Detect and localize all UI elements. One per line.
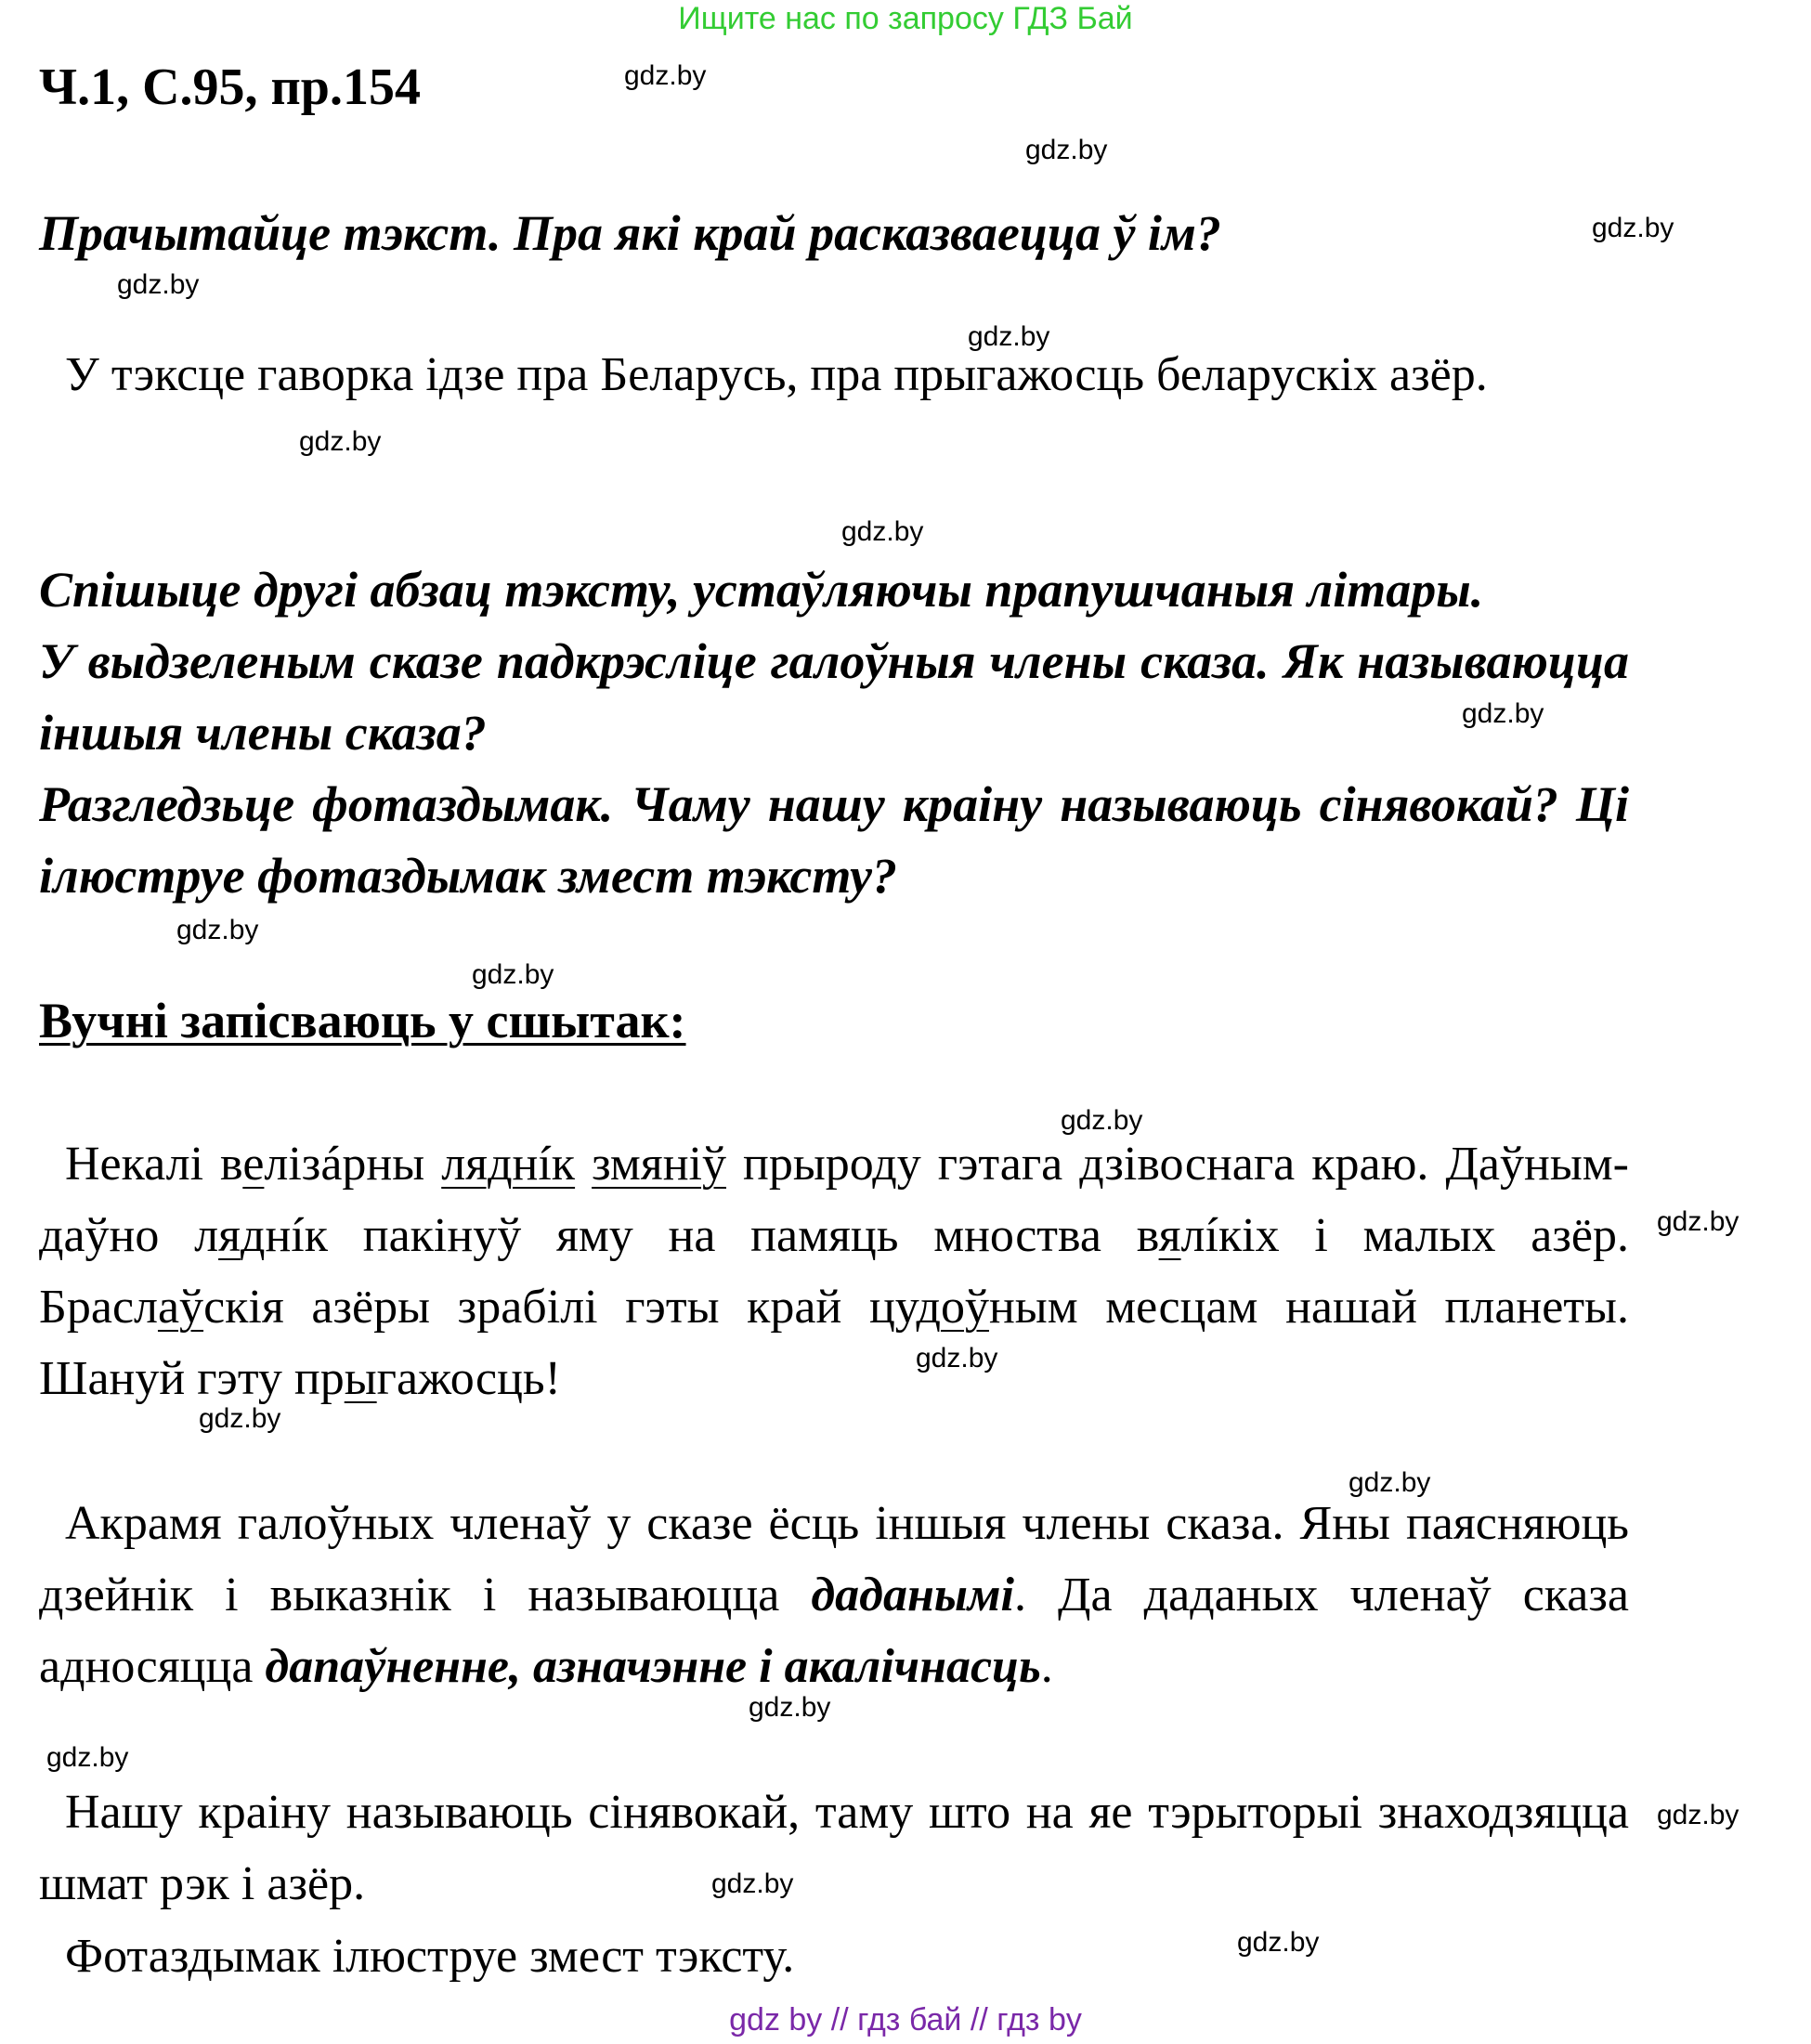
inserted-letter: я [1158,1209,1181,1262]
watermark: gdz.by [841,516,924,547]
watermark: gdz.by [1025,135,1108,165]
text-segment: скія азёры зрабілі гэты край цуд [203,1281,941,1334]
task-2-line-2: У выдзеленым сказе падкрэсліце галоўныя члены сказа. Як называюцца іншыя члены сказа? [39,633,1629,761]
watermark: gdz.by [117,269,200,300]
text-segment: лізáрны [264,1138,442,1191]
inserted-letter: е [242,1138,265,1191]
watermark: gdz.by [199,1403,281,1434]
watermark: gdz.by [472,959,554,990]
watermark: gdz.by [1237,1927,1320,1958]
watermark: gdz.by [46,1742,129,1773]
copied-paragraph [39,1128,1629,1414]
text-segment [575,1138,592,1191]
watermark: gdz.by [624,60,707,91]
notebook-heading: Вучні запісваюць у сшытак: [39,993,686,1048]
text-segment: днíк пакінуў яму на памяць мноства в [241,1209,1159,1262]
page-title: Ч.1, С.95, пр.154 [39,59,421,116]
answer-3: Нашу краіну называюць сінявокай, таму што на яе тэрыторыі знаходзяцца шмат рэк і азёр. [39,1786,1629,1910]
predicate-word: змяніў [592,1138,726,1191]
inserted-letter: аў [157,1281,204,1334]
term-member-types: дапаўненне, азначэнне і акалічнасць [265,1640,1041,1693]
text-segment: ным месцам нашай планеты. Шануй гэту пр [39,1281,1629,1405]
watermark: gdz.by [176,915,259,945]
text-segment: лíкіх і малых азёр. Брасл [39,1209,1629,1334]
watermark: gdz.by [1061,1105,1143,1136]
text-segment: гажосць! [376,1352,561,1405]
text-segment: . [1040,1640,1053,1693]
text-segment: прыроду гэтага дзівоснага краю. Даўным-даўно л [39,1138,1629,1262]
watermark: gdz.by [299,426,382,457]
inserted-letter: оў [940,1281,989,1334]
watermark: gdz.by [1657,1800,1739,1830]
watermark: gdz.by [749,1692,831,1723]
members-answer [39,1488,1629,1702]
task-1: Прачытайце тэкст. Пра які край расказваецца ў ім? [39,205,1221,261]
answer-1: У тэксце гаворка ідзе пра Беларусь, пра прыгажосць беларускіх азёр. [65,348,1488,401]
watermark: gdz.by [1657,1206,1739,1237]
inserted-letter: я [218,1209,241,1262]
watermark: gdz.by [968,321,1050,352]
text-segment: Акрамя галоўных членаў у сказе ёсць іншыя члены сказа. Яны паясняюць дзейнік і выказнік і называюцца [39,1497,1629,1621]
text-segment: Некалі в [65,1138,243,1191]
answer-4: Фотаздымак ілюструе змест тэксту. [65,1930,795,1983]
task-2-line-1: Спішыце другі абзац тэксту, устаўляючы прапушчаныя літары. [39,562,1484,618]
inserted-letter: ы [344,1352,377,1405]
task-2-line-3: Разгледзьце фотаздымак. Чаму нашу краіну называюць сінявокай? Ці ілюструе фотаздымак змест тэксту? [39,776,1629,904]
text-segment: . Да даданых членаў сказа адносяцца [39,1569,1629,1693]
watermark: gdz.by [711,1868,794,1899]
term-secondary-members: даданымі [811,1569,1014,1621]
watermark: gdz.by [916,1343,998,1374]
watermark: gdz.by [1462,698,1544,729]
watermark: gdz.by [1348,1467,1431,1498]
footer-links: gdz by // гдз бай // гдз by [729,2002,1082,2037]
top-banner: Ищите нас по запросу ГДЗ Бай [678,1,1133,36]
task-2 [39,554,1629,912]
watermark: gdz.by [1592,213,1674,243]
subject-word: ляднíк [441,1138,576,1191]
